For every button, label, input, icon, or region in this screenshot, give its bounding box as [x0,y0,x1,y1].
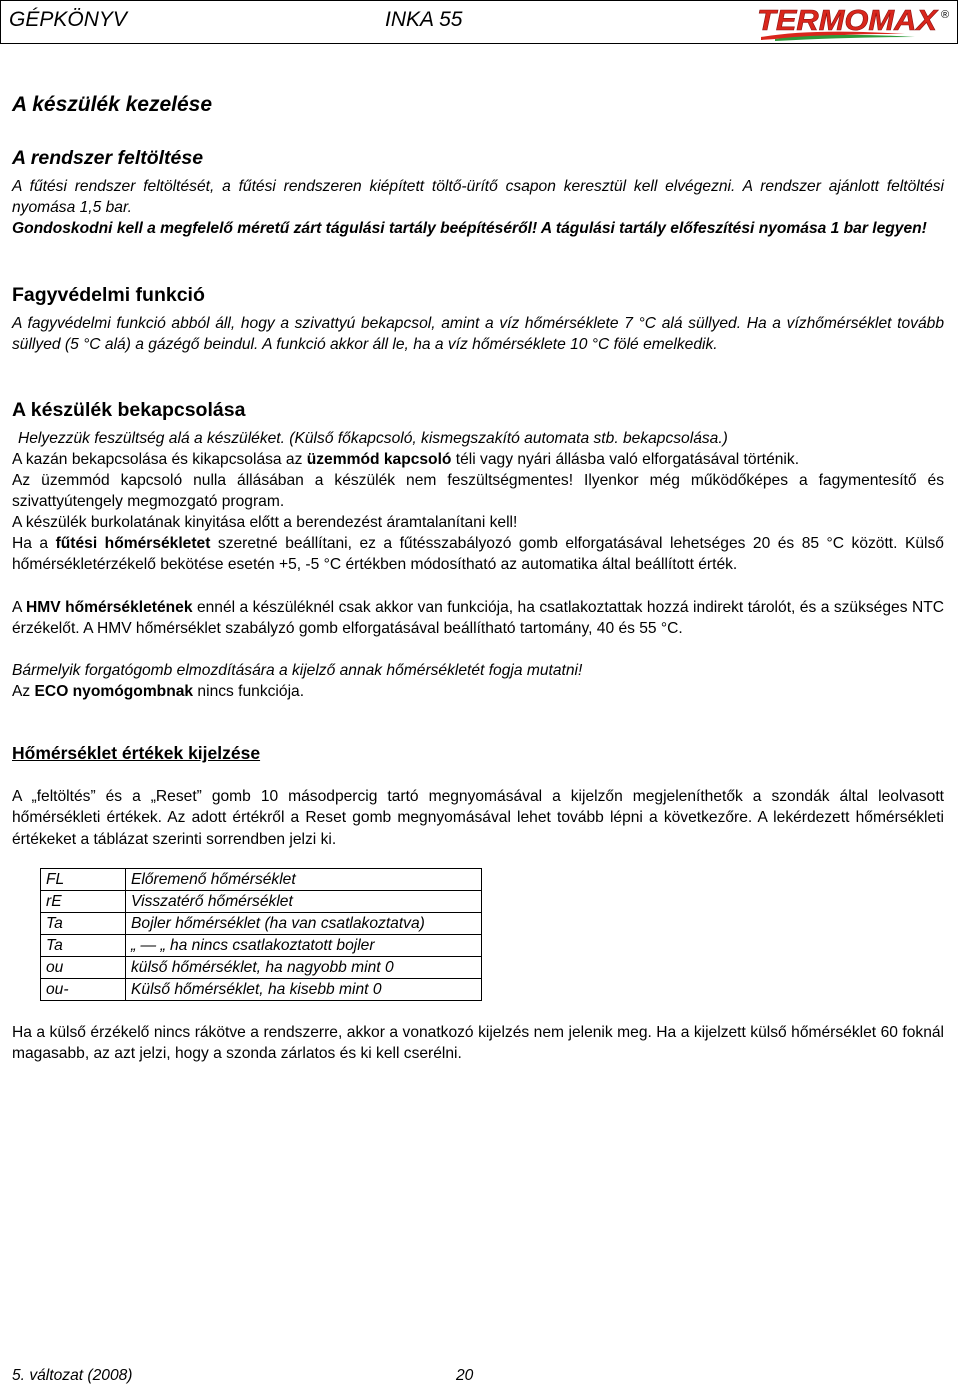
table-row: rE Visszatérő hőmérséklet [41,891,482,913]
power-paragraph-3: Az üzemmód kapcsoló nulla állásában a készülék nem feszültségmentes! Ilyenkor még működőképes a fagymentesítő és szivattyútengely megmozgató program. [12,472,944,511]
termomax-logo [755,4,955,42]
page-number: 20 [456,1367,474,1384]
power-paragraph-8: Az ECO nyomógombnak nincs funkciója. [12,683,305,700]
fill-paragraph-2: Gondoskodni kell a megfelelő méretű zárt tágulási tartály beépítéséről! A tágulási tartály előfeszítési nyomása 1 bar legyen! [12,220,927,237]
header-doc-type: GÉPKÖNYV [9,8,127,31]
page-header [0,0,958,44]
table-row: ou- Külső hőmérséklet, ha kisebb mint 0 [41,979,482,1001]
display-paragraph-1: A „feltöltés” és a „Reset” gomb 10 másodpercig tartó megnyomásával a kijelzőn megjeleníthetők a szondák által leolvasott hőmérsékleti értékek. Az adott értékről a Reset gomb megnyomásával lehet tovább lépni a következőre. A lekérdezett hőmérsékleti értékeket a táblázat szerinti sorrendben jelzi ki. [12,788,944,848]
fill-paragraph-1: A fűtési rendszer feltöltését, a fűtési rendszeren kiépített töltő-ürítő csapon keresztül kell elvégezni. A rendszer ajánlott feltöltési nyomása 1,5 bar. [12,178,944,217]
logo-registered-mark: ® [941,9,950,21]
header-model: INKA 55 [385,8,463,31]
main-title: A készülék kezelése [12,93,213,116]
footer-edition: 5. változat (2008) [12,1367,133,1384]
power-paragraph-5: Ha a fűtési hőmérsékletet szeretné beállítani, ez a fűtésszabályozó gomb elforgatásával lehetséges 20 és 85 °C között. Külső hőmérsékletérzékelő bekötése esetén +5, -5 °C értékben módosítható az automatika által beállított érték. [12,535,944,574]
table-row: Ta „ — „ ha nincs csatlakoztatott bojler [41,935,482,957]
frost-paragraph: A fagyvédelmi funkció abból áll, hogy a szivattyú bekapcsol, amint a víz hőmérséklete 7 °C alá süllyed. Ha a vízhőmérséklet tovább süllyed (5 °C alá) a gázégő beindul. A funkció akkor áll le, ha a víz hőmérséklete 10 °C fölé emelkedik. [12,315,944,354]
display-codes-table [40,868,482,1001]
power-paragraph-7: Bármelyik forgatógomb elmozdítására a kijelző annak hőmérsékletét fogja mutatni! [12,662,583,679]
table-row: FL Előremenő hőmérséklet [41,869,482,891]
power-paragraph-4: A készülék burkolatának kinyitása előtt a berendezést áramtalanítani kell! [12,514,518,531]
display-section-title: Hőmérséklet értékek kijelzése [12,743,261,763]
table-row: ou külső hőmérséklet, ha nagyobb mint 0 [41,957,482,979]
power-paragraph-2: A kazán bekapcsolása és kikapcsolása az üzemmód kapcsoló téli vagy nyári állásba való elforgatásával történik. [12,451,800,468]
frost-section-title: Fagyvédelmi funkció [12,284,205,306]
power-paragraph-1: Helyezzük feszültség alá a készüléket. (Külső főkapcsoló, kismegszakító automata stb. bekapcsolása.) [18,430,728,447]
fill-section-title: A rendszer feltöltése [12,147,204,169]
logo-wordmark: TERMOMAX [757,5,939,37]
power-paragraph-6: A HMV hőmérsékletének ennél a készüléknél csak akkor van funkciója, ha csatlakoztattak hozzá indirekt tárolót, és a szükséges NTC érzékelőt. A HMV hőmérséklet szabályzó gomb elforgatásával beállítható tartomány, 40 és 55 °C. [12,599,944,638]
display-paragraph-2: Ha a külső érzékelő nincs rákötve a rendszerre, akkor a vonatkozó kijelzés nem jelenik meg. Ha a kijelzett külső hőmérséklet 60 foknál magasabb, az azt jelzi, hogy a szonda zárlatos és ki kell cserélni. [12,1024,944,1063]
table-row: Ta Bojler hőmérséklet (ha van csatlakoztatva) [41,913,482,935]
power-section-title: A készülék bekapcsolása [12,399,246,421]
